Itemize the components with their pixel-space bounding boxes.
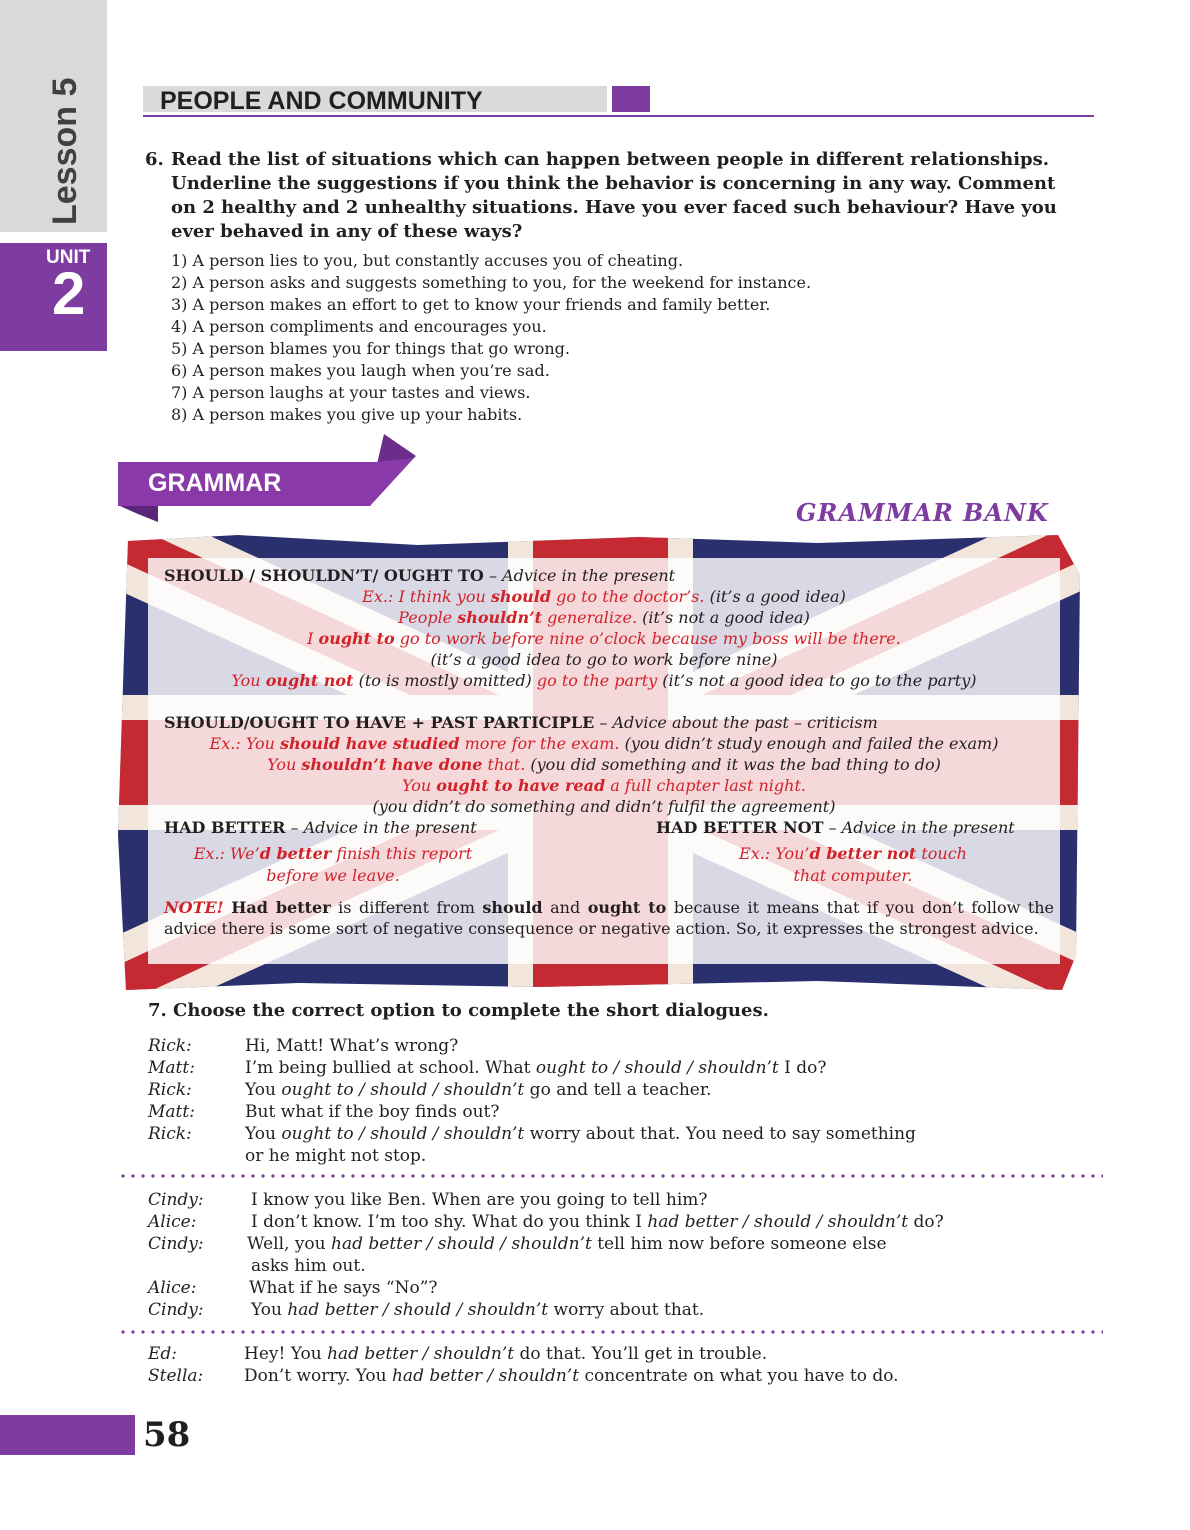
example-modal: should (490, 587, 552, 606)
unit-number: 2 (52, 260, 86, 327)
example-text: generalize. (542, 608, 638, 627)
note-text: because it means that if you don’t follow the advice there is some sort of negative consequence or negative action. So, it expresses the strongest advice. (164, 898, 1055, 938)
should-desc: Advice in the present (502, 566, 676, 585)
speaker: Cindy: (148, 1300, 204, 1320)
line-text: What if he says “No”? (249, 1278, 438, 1298)
example-text: You (402, 776, 437, 795)
dotted-divider (118, 1174, 1103, 1178)
example-text: You (231, 671, 266, 690)
note-keyword: should (482, 898, 543, 917)
example-line (148, 754, 1060, 775)
example-gloss: (it’s a good idea) (704, 587, 846, 606)
example-text: more for the exam. (459, 734, 620, 753)
note-label: NOTE! (164, 898, 224, 917)
list-item: 5) A person blames you for things that go wrong. (171, 339, 570, 358)
dialogue-line (251, 1255, 366, 1277)
task6-list (171, 250, 1071, 426)
example-line (148, 843, 518, 864)
dialogue-line (245, 1101, 499, 1123)
example-modal: shouldn’t (457, 608, 543, 627)
speaker: Matt: (148, 1102, 195, 1122)
line-text: Hi, Matt! What’s wrong? (245, 1036, 459, 1056)
speaker: Stella: (148, 1366, 204, 1386)
had-better-heading: HAD BETTER (164, 818, 286, 837)
line-text: worry about that. (548, 1300, 705, 1320)
example-line (148, 733, 1060, 754)
dialogue-line (245, 1057, 827, 1079)
speaker: Cindy: (148, 1234, 204, 1254)
page-number-bar (0, 1415, 135, 1455)
example-gloss: (you didn’t study enough and failed the exam) (619, 734, 999, 753)
line-text: do that. You’ll get in trouble. (514, 1344, 768, 1364)
speaker: Alice: (148, 1212, 197, 1232)
list-item: 2) A person asks and suggests something to you, for the weekend for instance. (171, 273, 812, 292)
dash: – (285, 818, 304, 837)
dialogue-line (245, 1079, 712, 1101)
line-text: I know you like Ben. When are you going to tell him? (251, 1190, 708, 1210)
note-keyword: Had better (231, 898, 331, 917)
line-text: Hey! You (244, 1344, 328, 1364)
option-choices[interactable]: had better / shouldn’t (327, 1344, 515, 1364)
unit-label: UNIT (46, 247, 91, 268)
task6-number: 6. (145, 149, 164, 170)
had-better-desc: Advice in the present (303, 818, 477, 837)
list-item: 4) A person compliments and encourages you. (171, 317, 547, 336)
example-text: I (307, 629, 319, 648)
dialogue-line (249, 1277, 438, 1299)
example-text: Ex.: We’ (193, 844, 260, 863)
had-better-heading-line (164, 817, 477, 838)
example-gloss: (to is mostly omitted) (353, 671, 537, 690)
example-modal: d better not (809, 844, 917, 863)
dash: – (823, 818, 842, 837)
had-better-not-desc: Advice in the present (841, 818, 1015, 837)
dialogue-line (251, 1189, 708, 1211)
had-better-not-heading-line (656, 817, 1015, 838)
header-accent-square (612, 86, 650, 112)
example-text: go to the party (536, 671, 658, 690)
example-line (148, 628, 1060, 649)
should-heading-line (164, 565, 675, 586)
example-text: go to the doctor’s. (551, 587, 705, 606)
example-modal: shouldn’t have done (301, 755, 483, 774)
grammar-bank-title: GRAMMAR BANK (796, 498, 1049, 527)
speaker: Ed: (148, 1344, 178, 1364)
example-line (148, 775, 1060, 796)
example-gloss: (it’s not a good idea) (637, 608, 810, 627)
example-text: that. (482, 755, 526, 774)
option-choices[interactable]: had better / should / shouldn’t (647, 1212, 909, 1232)
list-item: 3) A person makes an effort to get to know your friends and family better. (171, 295, 771, 314)
option-choices[interactable]: ought to / should / shouldn’t (281, 1080, 525, 1100)
example-text: that computer. (793, 866, 913, 885)
example-gloss: (you didn’t do something and didn’t fulfil the agreement) (372, 797, 836, 816)
lesson-label-wrap (46, 70, 106, 230)
example-text: go to work before nine o’clock because my boss will be there. (394, 629, 901, 648)
note-keyword: ought to (587, 898, 667, 917)
speaker: Matt: (148, 1058, 195, 1078)
line-text: I’m being bullied at school. What (245, 1058, 536, 1078)
example-text: Ex.: You’ (739, 844, 810, 863)
option-choices[interactable]: had better / shouldn’t (391, 1366, 580, 1386)
option-choices[interactable]: ought to / should / shouldn’t (535, 1058, 779, 1078)
should-have-heading: SHOULD/OUGHT TO HAVE + PAST PARTICIPLE (164, 713, 595, 732)
example-gloss: (you did something and it was the bad thing to do) (525, 755, 941, 774)
speaker: Cindy: (148, 1190, 204, 1210)
example-line (148, 670, 1060, 691)
dialogue-line (245, 1035, 458, 1057)
example-text: Ex.: You (209, 734, 281, 753)
dialogue-line (245, 1123, 916, 1145)
speaker: Rick: (148, 1124, 192, 1144)
line-text: or he might not stop. (245, 1146, 427, 1166)
should-heading: SHOULD / SHOULDN’T/ OUGHT TO (164, 566, 484, 585)
line-text: concentrate on what you have to do. (579, 1366, 899, 1386)
line-text: Don’t worry. You (244, 1366, 392, 1386)
dash: – (483, 566, 503, 585)
line-text: worry about that. You need to say something (524, 1124, 916, 1144)
line-text: tell him now before someone else (591, 1234, 887, 1254)
example-modal: should have studied (280, 734, 460, 753)
grammar-title: GRAMMAR (148, 469, 282, 497)
list-item: 8) A person makes you give up your habits. (171, 405, 523, 424)
example-line (148, 607, 1060, 628)
dotted-divider (118, 1330, 1103, 1334)
dialogue-line (244, 1343, 767, 1365)
speaker: Rick: (148, 1080, 192, 1100)
example-gloss: (it’s not a good idea to go to the party) (657, 671, 977, 690)
line-text: do? (908, 1212, 944, 1232)
option-choices[interactable]: had better / should / shouldn’t (287, 1300, 549, 1320)
example-text: finish this report (331, 844, 473, 863)
option-choices[interactable]: had better / should / shouldn’t (331, 1234, 592, 1254)
dialogue-line (251, 1299, 704, 1321)
page-number: 58 (143, 1415, 191, 1455)
note-text: and (542, 898, 588, 917)
line-text: But what if the boy finds out? (245, 1102, 500, 1122)
speaker: Rick: (148, 1036, 192, 1056)
note-text: is different from (330, 898, 483, 917)
dialogue-line (251, 1211, 944, 1233)
should-have-desc: Advice about the past – criticism (612, 713, 878, 732)
example-line (668, 843, 1038, 864)
example-gloss: (it’s a good idea to go to work before nine) (430, 650, 778, 669)
line-text: asks him out. (251, 1256, 366, 1276)
line-text: I don’t know. I’m too shy. What do you think I (251, 1212, 648, 1232)
task7-title: 7. Choose the correct option to complete the short dialogues. (148, 1000, 769, 1021)
example-text: before we leave. (266, 866, 400, 885)
line-text: go and tell a teacher. (524, 1080, 712, 1100)
example-modal: ought to (318, 629, 395, 648)
should-have-heading-line (164, 712, 878, 733)
task6-question (145, 148, 1075, 244)
header-rule (143, 115, 1094, 117)
list-item: 6) A person makes you laugh when you’re sad. (171, 361, 550, 380)
example-modal: ought to have read (436, 776, 606, 795)
list-item: 7) A person laughs at your tastes and views. (171, 383, 531, 402)
example-line (148, 586, 1060, 607)
grammar-note (164, 897, 1054, 939)
line-text: You (245, 1080, 282, 1100)
example-modal: d better (259, 844, 332, 863)
lesson-label: Lesson 5 (46, 77, 84, 225)
line-text: I do? (778, 1058, 827, 1078)
speaker: Alice: (148, 1278, 197, 1298)
example-text: People (398, 608, 458, 627)
dialogue-line (247, 1233, 887, 1255)
example-modal: ought not (265, 671, 354, 690)
dash: – (594, 713, 613, 732)
example-text: Ex.: I think you (362, 587, 491, 606)
example-text: a full chapter last night. (605, 776, 806, 795)
example-text: touch (916, 844, 967, 863)
task6-text: Read the list of situations which can happen between people in different relationships. Underline the suggestions if you think the behavior is concerning in any way. Comment on 2 healthy and 2 unhealthy situations. Have you ever faced such behaviour? Have you ever behaved in any of these ways? (171, 149, 1057, 242)
dialogue-line (245, 1145, 426, 1167)
page-title: PEOPLE AND COMMUNITY (160, 87, 483, 115)
had-better-not-heading: HAD BETTER NOT (656, 818, 824, 837)
line-text: You (251, 1300, 288, 1320)
line-text: You (245, 1124, 282, 1144)
line-text: Well, you (247, 1234, 332, 1254)
list-item: 1) A person lies to you, but constantly accuses you of cheating. (171, 251, 684, 270)
example-text: You (267, 755, 302, 774)
dialogue-line (244, 1365, 899, 1387)
option-choices[interactable]: ought to / should / shouldn’t (281, 1124, 525, 1144)
